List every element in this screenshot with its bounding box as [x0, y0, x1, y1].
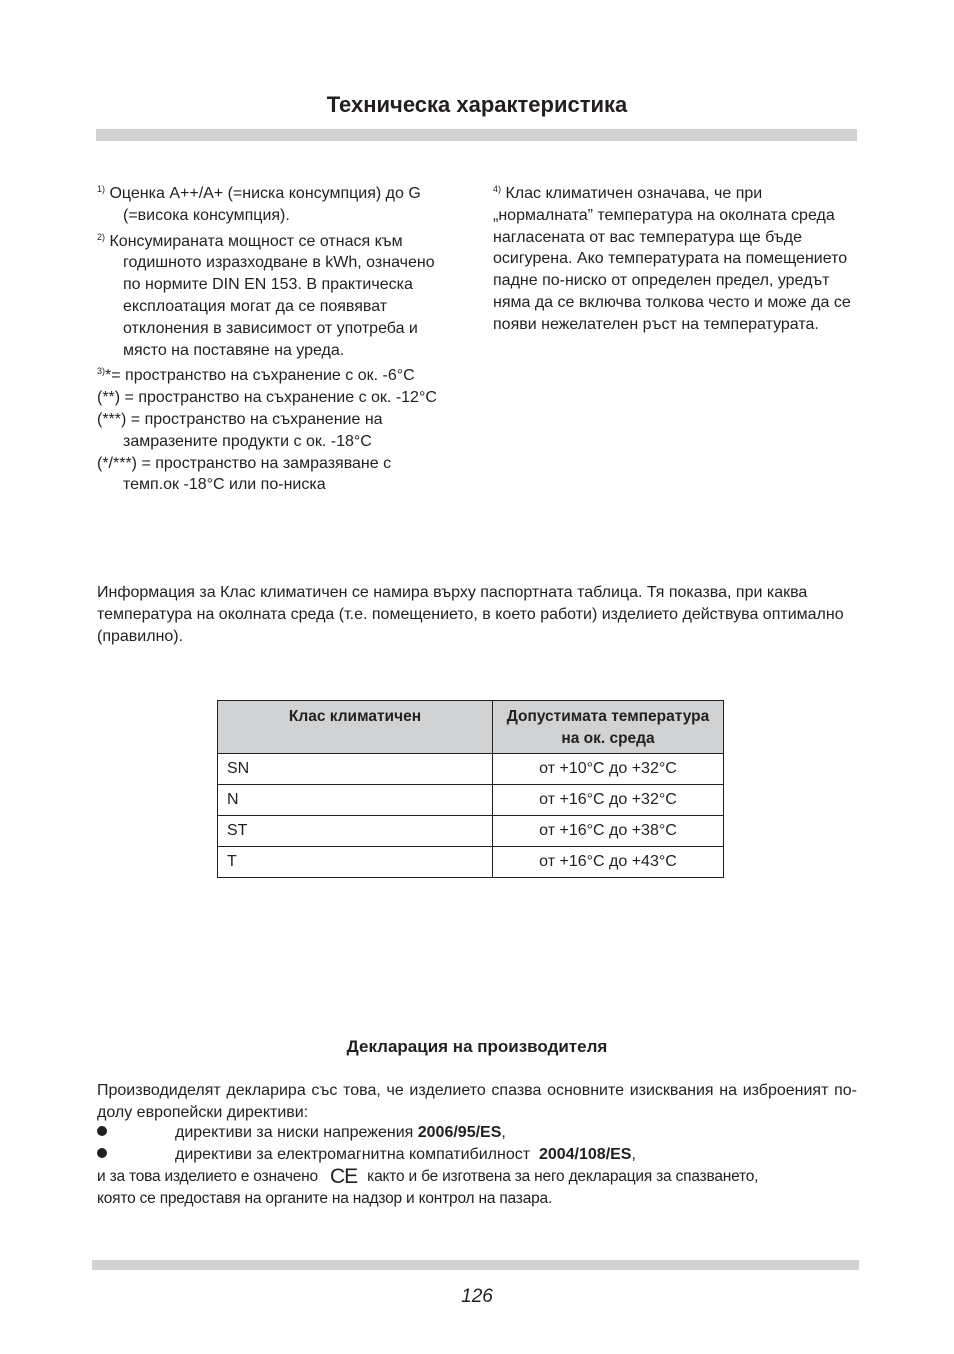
- footnote-3c: (***) = пространство на съхранение на замразените продукти с ок. -18°C: [97, 410, 383, 450]
- footer-rule: [92, 1260, 859, 1270]
- page-number: 126: [461, 1286, 493, 1307]
- table-row: [218, 754, 724, 785]
- declaration-closing: и за това изделието е означено CE както и бе изготвена за него декларация за спазването, която се предоставя на органите на надзор и контрол на пазара.: [97, 1165, 759, 1207]
- header-class: Клас климатичен: [218, 701, 493, 754]
- bullet-icon: [97, 1126, 107, 1136]
- footnote-1: $^{1)}$ Оценка A++/A+ (=ниска консумпция) до G (=висока консумпция).: [97, 184, 421, 224]
- footnote-2: $^{2)}$ Консумираната мощност се отнася към годишното изразходване в kWh, означено по нормите DIN EN 153. В практическа експлоатация могат да се появяват отклонения в зависимост от употреба и място на поставяне на уреда.: [97, 231, 435, 359]
- cell-range: от +16°C до +38°C: [493, 816, 724, 847]
- directive-bullet: директиви за електромагнитна компатибилност 2004/108/ES,: [97, 1146, 636, 1164]
- info-paragraph: Информация за Клас климатичен се намира върху паспортната таблица. Тя показва, при каква температура на околната среда (т.е. помещението, в което работи) изделието действува оптимално (правилно).: [97, 584, 844, 645]
- ce-mark-icon: CE: [329, 1165, 358, 1188]
- footnotes-left: [97, 179, 447, 496]
- cell-class: SN: [218, 754, 493, 785]
- footnote-right: $^{4)}$ Клас климатичен означава, че при „нормалната” температура на околната среда нагласената от вас температура ще бъде осигурена. Ако температурата на помещението падне по-ниско от определен предел, уредът няма да се включва толкова често и може да се появи нежелателен ръст на температурата.: [493, 184, 851, 333]
- table-header-row: [218, 701, 724, 754]
- cell-range: от +16°C до +43°C: [493, 847, 724, 878]
- table-row: [218, 816, 724, 847]
- cell-class: ST: [218, 816, 493, 847]
- header-rule: [96, 129, 857, 141]
- cell-class: T: [218, 847, 493, 878]
- cell-range: от +16°C до +32°C: [493, 785, 724, 816]
- table-row: [218, 847, 724, 878]
- declaration-title: Декларация на производителя: [346, 1037, 608, 1056]
- footnote-3b: (**) = пространство на съхранение с ок. -12°C: [97, 389, 437, 407]
- cell-range: от +10°C до +32°C: [493, 754, 724, 785]
- climate-table: [217, 700, 724, 878]
- directive-bullet: директиви за ниски напрежения 2006/95/ES,: [97, 1124, 506, 1142]
- cell-class: N: [218, 785, 493, 816]
- bullet-icon: [97, 1148, 107, 1158]
- table-row: [218, 785, 724, 816]
- declaration-intro: Производиделят декларира със това, че изделието спазва основните изисквания на изброеният по-долу европейски директиви:: [97, 1082, 857, 1121]
- footnote-3d: (*/***) = пространство на замразяване с темп.ок -18°C или по-ниска: [97, 454, 392, 494]
- footnote-3: $^{3)}$*= пространство на съхранение с ок. -6°C: [97, 366, 415, 385]
- header-range: Допустимата температура на ок. среда: [493, 701, 724, 754]
- page-title: Техническа характеристика: [326, 92, 628, 117]
